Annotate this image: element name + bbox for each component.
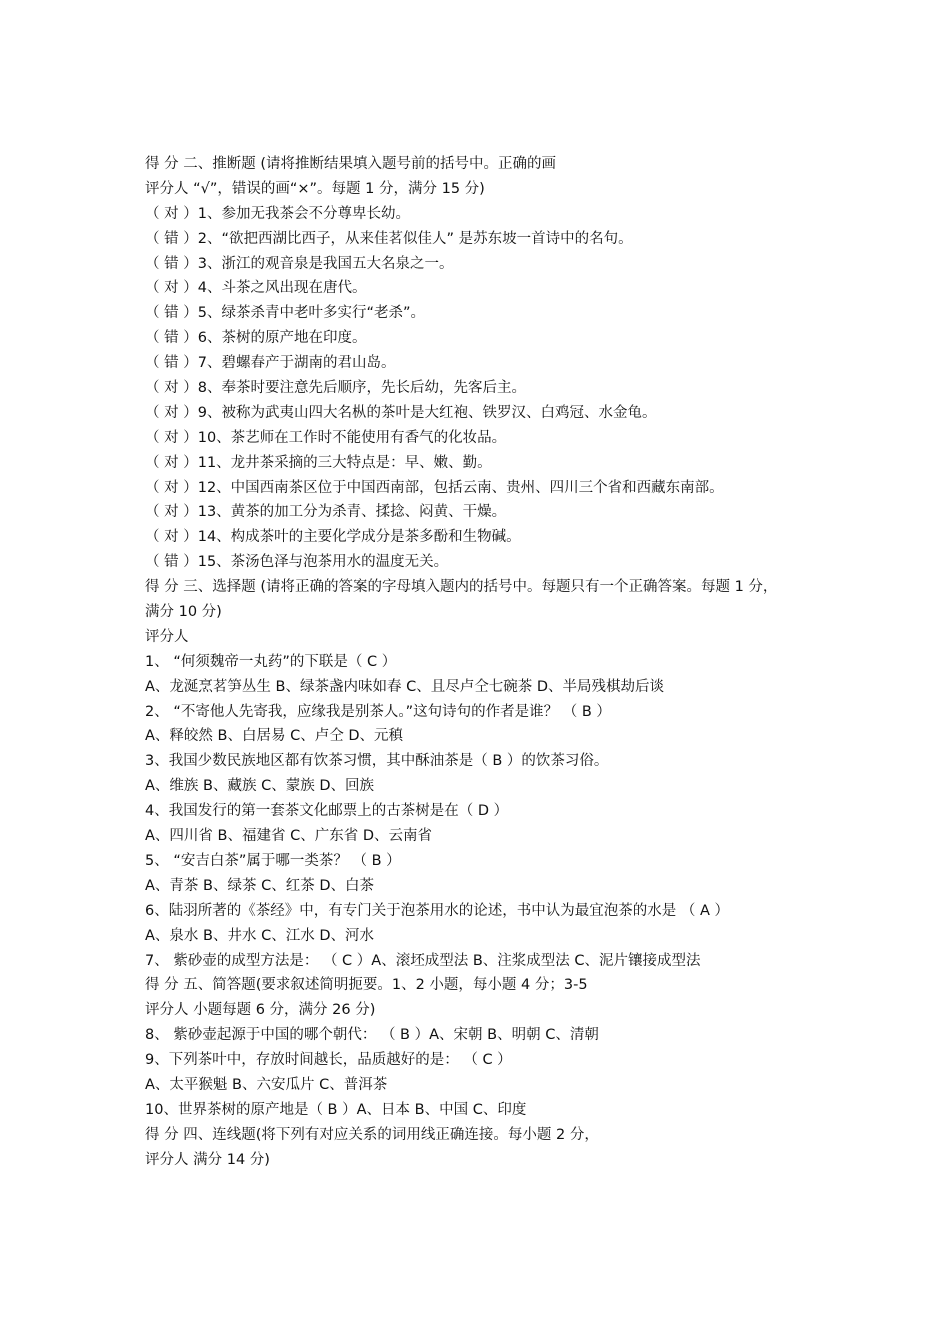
choice-options-5: A、青茶 B、绿茶 C、红茶 D、白茶 (145, 877, 374, 894)
choice-question-6: 6、陆羽所著的《茶经》中，有专门关于泡茶用水的论述，书中认为最宜泡茶的水是 （ A ） (145, 902, 729, 919)
choice-question-2: 2、 “不寄他人先寄我，应缘我是别茶人。”这句诗句的作者是谁？ （ B ） (145, 703, 611, 720)
judgement-item-9: （ 对 ）9、被称为武夷山四大名枞的茶叶是大红袍、铁罗汉、白鸡冠、水金龟。 (145, 404, 657, 421)
judgement-item-14: （ 对 ）14、构成茶叶的主要化学成分是茶多酚和生物碱。 (145, 529, 521, 546)
judgement-item-13: （ 对 ）13、黄茶的加工分为杀青、揉捻、闷黄、干燥。 (145, 504, 507, 521)
document-body (145, 152, 825, 1173)
judgement-item-12: （ 对 ）12、中国西南茶区位于中国西南部，包括云南、贵州、四川三个省和西藏东南部。 (145, 479, 724, 496)
section-three-header-line-2: 满分 10 分) (145, 604, 222, 621)
judgement-item-15: （ 错 ）15、茶汤色泽与泡茶用水的温度无关。 (145, 554, 449, 571)
section-five-header-line-2: 评分人 小题每题 6 分，满分 26 分) (145, 1002, 376, 1019)
choice-question-4: 4、我国发行的第一套茶文化邮票上的古茶树是在（ D ） (145, 803, 509, 820)
judgement-item-3: （ 错 ）3、浙江的观音泉是我国五大名泉之一。 (145, 255, 454, 272)
choice-options-2: A、释皎然 B、白居易 C、卢仝 D、元稹 (145, 728, 403, 745)
choice-options-4: A、四川省 B、福建省 C、广东省 D、云南省 (145, 828, 432, 845)
choice-question-5: 5、 “安吉白茶”属于哪一类茶？ （ B ） (145, 852, 401, 869)
choice-options-9: A、太平猴魁 B、六安瓜片 C、普洱茶 (145, 1076, 388, 1093)
section-two-header-line-2: 评分人 “√”，错误的画“×”。每题 1 分，满分 15 分) (145, 180, 485, 197)
section-four-header-line-1: 得 分 四、连线题(将下列有对应关系的词用线正确连接。每小题 2 分， (145, 1126, 599, 1143)
section-two-header-line-1: 得 分 二、推断题 (请将推断结果填入题号前的括号中。正确的画 (145, 156, 556, 172)
judgement-item-11: （ 对 ）11、龙井茶采摘的三大特点是：早、嫩、勤。 (145, 454, 492, 471)
judgement-item-6: （ 错 ）6、茶树的原产地在印度。 (145, 330, 367, 347)
choice-options-6: A、泉水 B、井水 C、江水 D、河水 (145, 927, 374, 944)
choice-question-10: 10、世界茶树的原产地是（ B ）A、日本 B、中国 C、印度 (145, 1101, 527, 1118)
judgement-item-5: （ 错 ）5、绿茶杀青中老叶多实行“老杀”。 (145, 305, 425, 322)
judgement-item-1: （ 对 ）1、参加无我茶会不分尊卑长幼。 (145, 205, 410, 222)
judgement-item-10: （ 对 ）10、茶艺师在工作时不能使用有香气的化妆品。 (145, 429, 507, 446)
section-three-grader: 评分人 (145, 628, 189, 645)
judgement-item-8: （ 对 ）8、奉茶时要注意先后顺序，先长后幼，先客后主。 (145, 380, 526, 397)
choice-question-3: 3、我国少数民族地区都有饮茶习惯，其中酥油茶是（ B ）的饮茶习俗。 (145, 753, 609, 770)
choice-question-9: 9、下列茶叶中，存放时间越长，品质越好的是： （ C ） (145, 1052, 512, 1069)
judgement-item-7: （ 错 ）7、碧螺春产于湖南的君山岛。 (145, 355, 396, 372)
choice-options-1: A、龙涎烹茗笋丛生 B、绿茶盏内味如春 C、且尽卢仝七碗茶 D、半局残棋劫后谈 (145, 678, 664, 695)
section-four-header-line-2: 评分人 满分 14 分) (145, 1151, 270, 1168)
section-three-header-line-1: 得 分 三、选择题 (请将正确的答案的字母填入题内的括号中。每题只有一个正确答案。每题 1 分， (145, 579, 778, 596)
judgement-item-4: （ 对 ）4、斗茶之风出现在唐代。 (145, 280, 367, 297)
choice-question-8: 8、 紫砂壶起源于中国的哪个朝代： （ B ）A、宋朝 B、明朝 C、清朝 (145, 1027, 599, 1044)
choice-options-3: A、维族 B、藏族 C、蒙族 D、回族 (145, 778, 374, 795)
choice-question-1: 1、 “何须魏帝一丸药”的下联是（ C ） (145, 653, 397, 670)
judgement-item-2: （ 错 ）2、“欲把西湖比西子，从来佳茗似佳人” 是苏东坡一首诗中的名句。 (145, 230, 633, 247)
section-five-header-line-1: 得 分 五、简答题(要求叙述简明扼要。1、2 小题，每小题 4 分；3-5 (145, 977, 588, 994)
choice-question-7: 7、 紫砂壶的成型方法是： （ C ）A、滚坯成型法 B、注浆成型法 C、泥片镶接成型法 (145, 952, 701, 969)
